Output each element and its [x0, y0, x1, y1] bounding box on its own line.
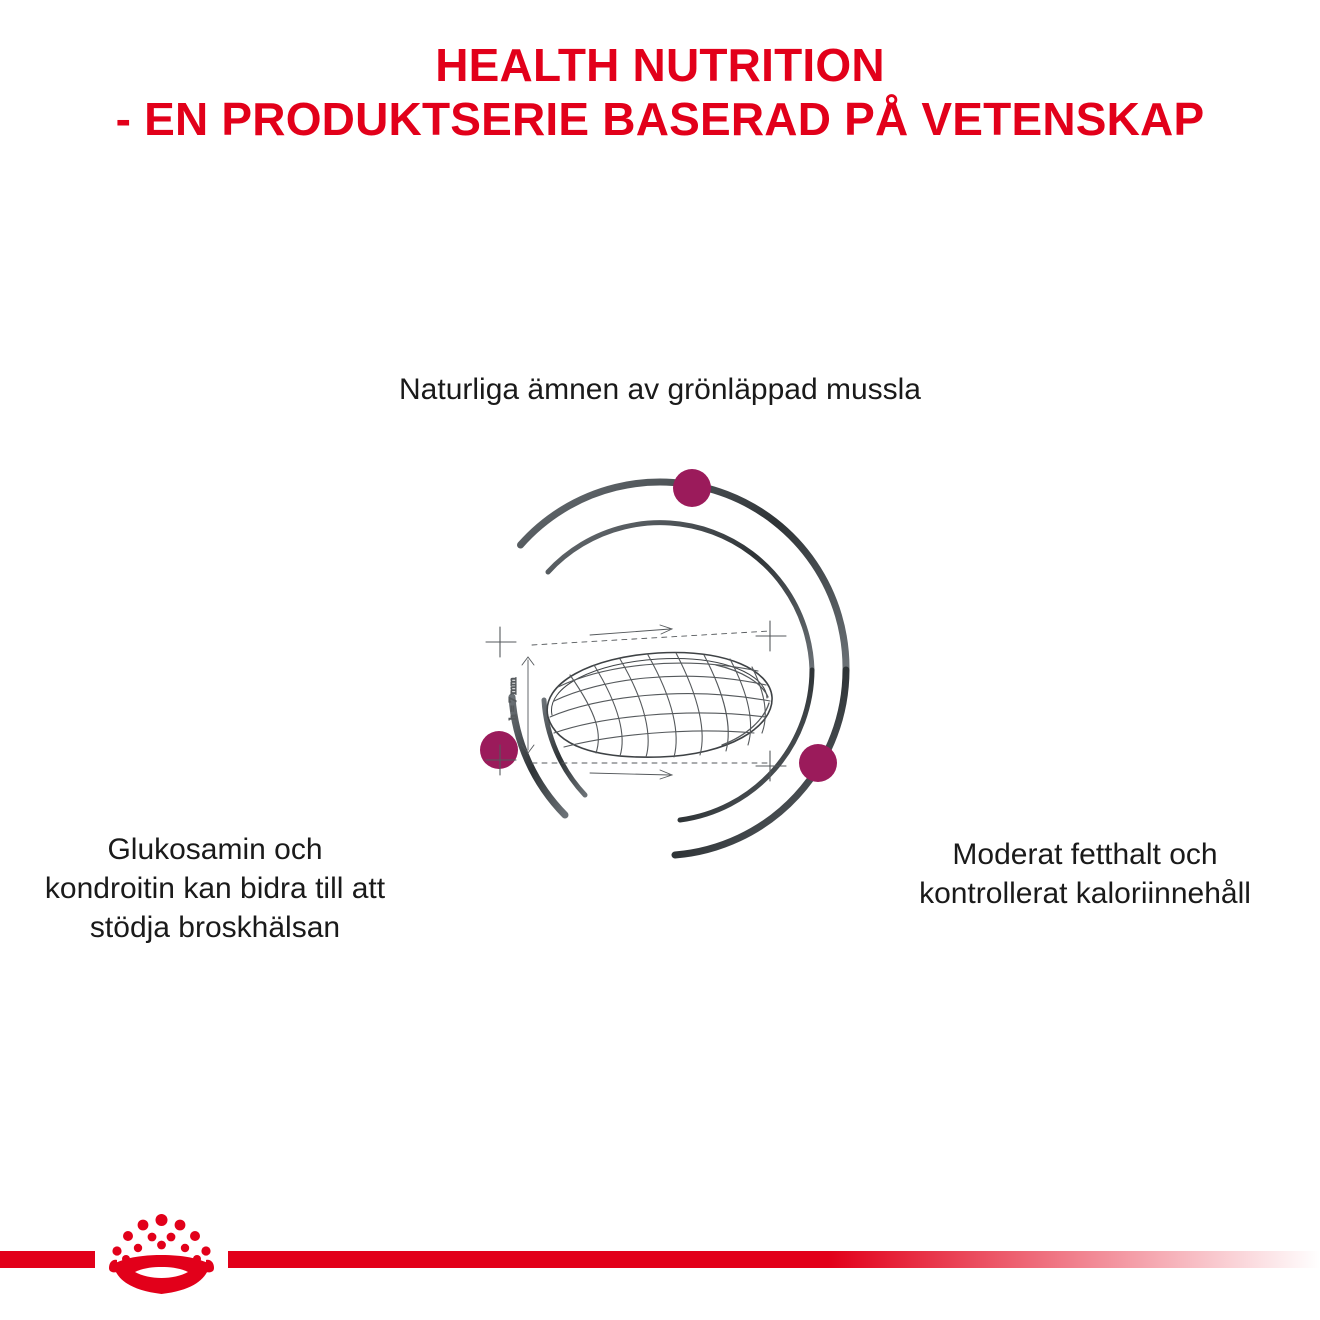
title-line-1: HEALTH NUTRITION: [435, 39, 885, 91]
node-top: [673, 469, 711, 507]
title-line-2: - EN PRODUKTSERIE BASERAD PÅ VETENSKAP: [115, 93, 1205, 146]
label-left: Glukosamin och kondroitin kan bidra till att stödja broskhälsan: [44, 833, 386, 944]
footer-bar-right: [228, 1251, 1320, 1268]
svg-text:h = 7 mm: h = 7 mm: [507, 677, 519, 720]
footer-bar-left: [0, 1251, 95, 1268]
royal-canin-crown-icon: [95, 1212, 228, 1302]
kibble-sketch-icon: [470, 605, 850, 795]
page-title: [0, 38, 1320, 147]
label-right: Moderat fetthalt och kontrollerat kaloriinnehåll: [919, 838, 1251, 910]
label-top: Naturliga ämnen av grönläppad mussla: [399, 373, 921, 406]
footer: [0, 1200, 1320, 1320]
benefits-diagram: [0, 330, 1320, 1090]
